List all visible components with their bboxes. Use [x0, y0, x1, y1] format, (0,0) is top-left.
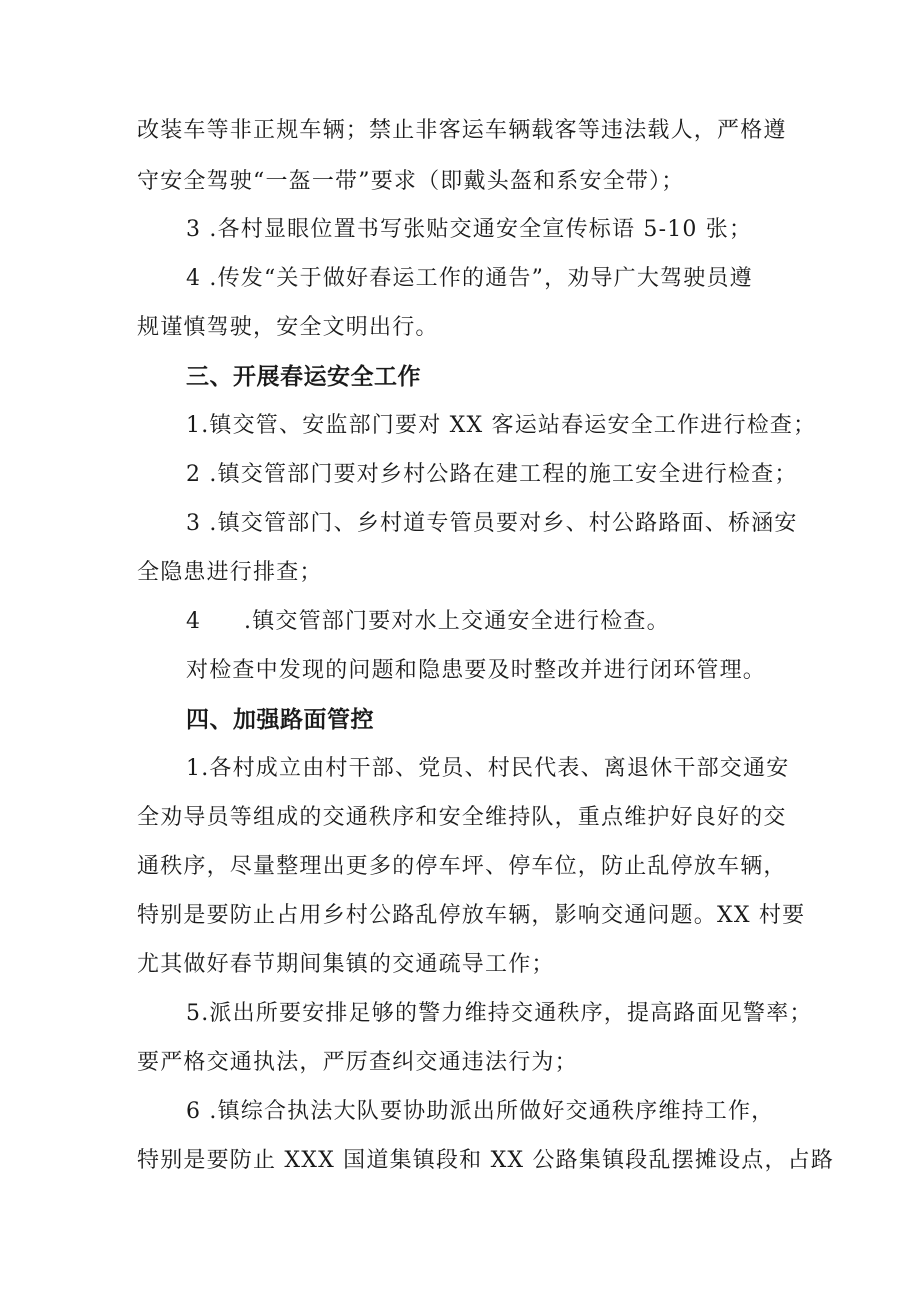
body-text-line: 全劝导员等组成的交通秩序和安全维持队，重点维护好良好的交: [137, 805, 787, 830]
list-item-text: 3 .各村显眼位置书写张贴交通安全宣传标语 5-10 张；: [186, 217, 753, 242]
list-item-number: 4: [186, 609, 202, 634]
body-text-line: 改装车等非正规车辆；禁止非客运车辆载客等违法载人，严格遵: [137, 118, 787, 143]
body-text-line: 尤其做好春节期间集镇的交通疏导工作；: [137, 952, 555, 977]
body-text-line: 特别是要防止占用乡村公路乱停放车辆，影响交通问题。XX 村要: [137, 903, 806, 928]
body-text-line: 对检查中发现的问题和隐患要及时整改并进行闭环管理。: [186, 658, 767, 683]
body-text-line: 特别是要防止 XXX 国道集镇段和 XX 公路集镇段乱摆摊设点，占路: [137, 1148, 835, 1173]
body-text-line: 守安全驾驶“一盔一带”要求（即戴头盔和系安全带）；: [137, 169, 685, 194]
list-item-text: 4 .传发“关于做好春运工作的通告”，劝导广大驾驶员遵: [186, 266, 753, 291]
list-item-text: 5.派出所要安排足够的警力维持交通秩序，提高路面见警率；: [186, 1001, 813, 1026]
list-item-text: 6 .镇综合执法大队要协助派出所做好交通秩序维持工作，: [186, 1099, 775, 1124]
body-text-line: 全隐患进行排查；: [137, 560, 323, 585]
body-text-line: 通秩序，尽量整理出更多的停车坪、停车位，防止乱停放车辆，: [137, 854, 787, 879]
list-item-text: 1.各村成立由村干部、党员、村民代表、离退休干部交通安: [186, 756, 790, 781]
list-item-text: 2 .镇交管部门要对乡村公路在建工程的施工安全进行检查；: [186, 462, 798, 487]
section-heading: 三、开展春运安全工作: [186, 364, 421, 390]
list-item-text: .镇交管部门要对水上交通安全进行检查。: [244, 609, 670, 634]
section-heading: 四、加强路面管控: [186, 707, 374, 733]
list-item-text: 1.镇交管、安监部门要对 XX 客运站春运安全工作进行检查；: [186, 413, 817, 438]
list-item-text: 3 .镇交管部门、乡村道专管员要对乡、村公路路面、桥涵安: [186, 511, 798, 536]
body-text-line: 要严格交通执法，严厉查纠交通违法行为；: [137, 1050, 578, 1075]
body-text-line: 规谨慎驾驶，安全文明出行。: [137, 315, 439, 340]
